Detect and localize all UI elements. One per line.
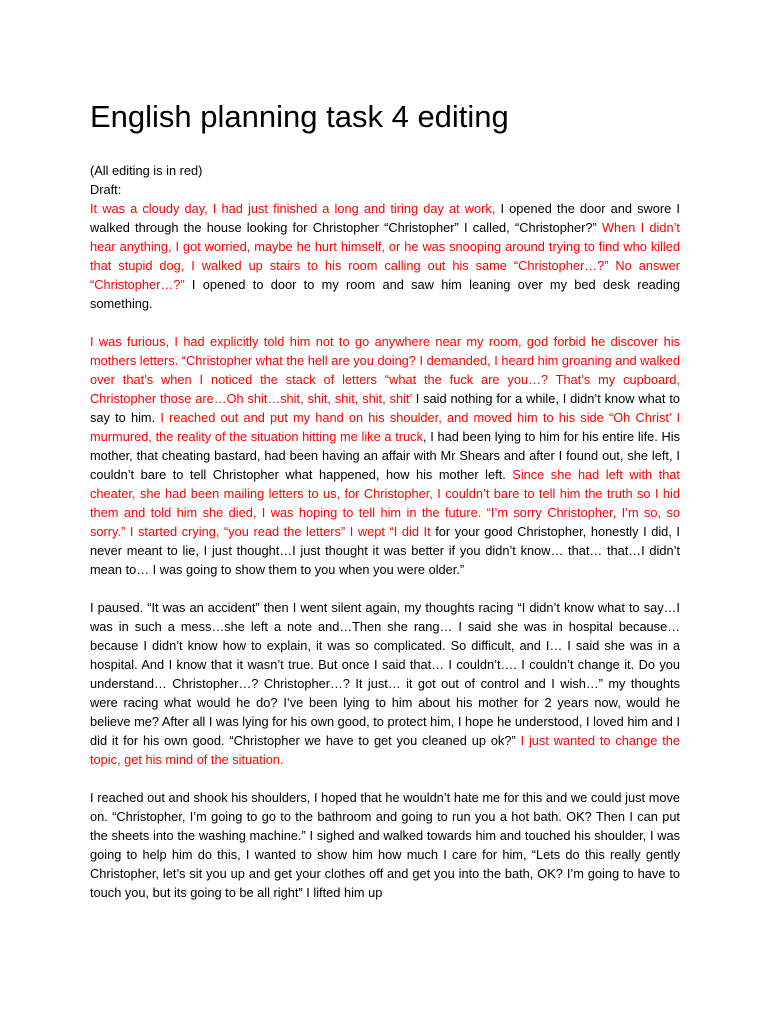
edited-text-run: I just wanted to change the topic, get his mind of the situation. — [90, 733, 680, 767]
draft-paragraphs — [90, 199, 680, 902]
original-text-run: , I had been lying to him for his entire life. His mother, that cheating bastard, had been having an affair with Mr Shears and after I found out, she left, I couldn’t bare to tell Christopher what happened, how his mother left. — [90, 429, 680, 482]
editing-note: (All editing is in red) — [90, 163, 203, 178]
edited-text-run: It was a cloudy day, I had just finished a long and tiring day at work, — [90, 201, 501, 216]
draft-paragraph-3 — [90, 598, 680, 769]
edited-text-run: When I didn’t hear anything, I got worried, maybe he hurt himself, or he was snooping around trying to find who killed that stupid dog, I walked up stairs to his room calling out his same “Christopher…?” No answer “Christopher…?” — [90, 220, 680, 292]
original-text-run: I opened to door to my room and saw him leaning over my bed desk reading something. — [90, 277, 680, 311]
edited-text-run: I was furious, I had explicitly told him not to go anywhere near my room, god forbid he discover his mothers letters. “Christopher what the hell are you doing? I demanded, I heard him groaning and walked over that’s when I noticed the stack of letters “what the fuck are you…? That’s my cupboard, Christopher those are…Oh shit…shit, shit, shit, shit, shit’ — [90, 334, 680, 406]
original-text-run: I opened the door and swore I walked through the house looking for Christopher “Christopher” I called, “Christopher?” — [90, 201, 680, 235]
document-body — [90, 161, 680, 902]
original-text-run: for your good Christopher, honestly I did, I never meant to lie, I just thought…I just thought it was better if you didn’t know… that… that…I didn’t mean to… I was going to show them to you when you were older.” — [90, 524, 680, 577]
draft-paragraph-2 — [90, 332, 680, 579]
draft-paragraph-4 — [90, 788, 680, 902]
draft-paragraph-1 — [90, 199, 680, 313]
document-page — [90, 96, 680, 921]
edited-text-run: I reached out and put my hand on his shoulder, and moved him to his side “Oh Christ’ I murmured, the reality of the situation hitting me like a truck — [90, 410, 681, 444]
edited-text-run: Since she had left with that cheater, she had been mailing letters to us, for Christopher, I couldn’t bare to tell him the truth so I hid them and told him she died, I was hoping to tell him in the future. “I’m sorry Christopher, I’m so, so sorry.” I started crying, “you read the letters” I wept “I did It — [90, 467, 680, 539]
original-text-run: I paused. “It was an accident” then I went silent again, my thoughts racing “I didn’t know what to say…I was in such a mess…she left a note and…Then she rang… I said she was in hospital because…because I didn’t know how to explain, it was so complicated. So difficult, and I… I said she was in a hospital. And I know that it wasn’t true. But once I said that… I couldn’t…. I couldn’t change it. Do you understand… Christopher…? Christopher…? It just… it got out of control and I wish…” my thoughts were racing what would he do? I’ve been lying to him about his mother for 2 years now, would he believe me? After all I was lying for his own good, to protect him, I hope he understood, I loved him and I did it for his own good. “Christopher we have to get you cleaned up ok?” — [90, 600, 680, 748]
original-text-run: I reached out and shook his shoulders, I hoped that he wouldn’t hate me for this and we could just move on. “Christopher, I’m going to go to the bathroom and going to run you a hot bath. OK? Then I can put the sheets into the washing machine.” I sighed and walked towards him and touched his shoulder, I was going to help him do this, I wanted to show him how much I care for him, “Lets do this really gently Christopher, let’s sit you up and get your clothes off and get you into the bath, OK? I’m going to have to touch you, but its going to be all right” I lifted him up — [90, 790, 680, 900]
original-text-run: I said nothing for a while, I didn’t know what to say to him. — [90, 391, 680, 425]
draft-label: Draft: — [90, 182, 122, 197]
document-title: English planning task 4 editing — [90, 99, 509, 134]
